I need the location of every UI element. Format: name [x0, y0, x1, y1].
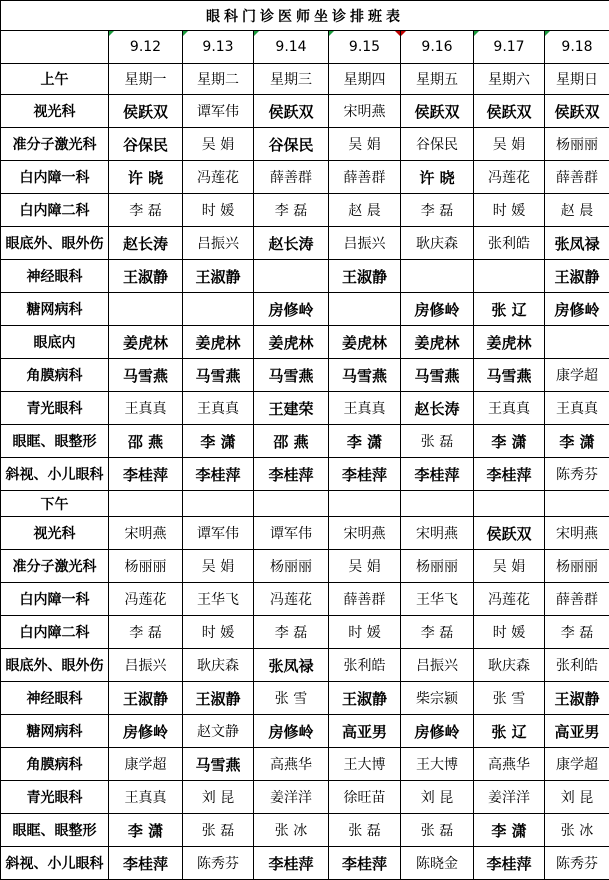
doctor-cell: [183, 293, 254, 326]
weekday-cell: 星期二: [183, 64, 254, 95]
doctor-cell: 王淑静: [329, 682, 401, 715]
doctor-cell: 高亚男: [329, 715, 401, 748]
department-name: 斜视、小儿眼科: [1, 458, 109, 491]
doctor-cell: 张 磊: [401, 814, 474, 847]
empty-cell: [183, 491, 254, 517]
date-corner-cell: [1, 31, 109, 64]
table-row: [1, 392, 609, 425]
doctor-cell: 李 磊: [401, 194, 474, 227]
doctor-cell: 王真真: [545, 392, 609, 425]
department-name: 神经眼科: [1, 682, 109, 715]
department-name: 糖网病科: [1, 293, 109, 326]
department-name: 视光科: [1, 95, 109, 128]
doctor-cell: 薛善群: [329, 161, 401, 194]
doctor-cell: 谷保民: [109, 128, 183, 161]
doctor-cell: 李桂萍: [254, 458, 329, 491]
department-name: 眼底外、眼外伤: [1, 227, 109, 260]
department-name: 准分子激光科: [1, 128, 109, 161]
doctor-cell: 李 磊: [254, 194, 329, 227]
afternoon-label: 下午: [1, 491, 109, 517]
department-name: 角膜病科: [1, 748, 109, 781]
table-row: [1, 649, 609, 682]
weekday-cell: 星期四: [329, 64, 401, 95]
doctor-cell: [109, 293, 183, 326]
doctor-cell: [254, 260, 329, 293]
doctor-cell: 王淑静: [109, 682, 183, 715]
doctor-cell: 姜洋洋: [254, 781, 329, 814]
empty-cell: [109, 491, 183, 517]
doctor-cell: 杨丽丽: [109, 550, 183, 583]
doctor-cell: 冯莲花: [474, 161, 545, 194]
doctor-cell: 李 磊: [254, 616, 329, 649]
doctor-cell: 李桂萍: [183, 458, 254, 491]
empty-cell: [254, 491, 329, 517]
department-name: 青光眼科: [1, 392, 109, 425]
table-row: [1, 359, 609, 392]
doctor-cell: 王淑静: [183, 260, 254, 293]
doctor-cell: 张利皓: [329, 649, 401, 682]
department-name: 角膜病科: [1, 359, 109, 392]
table-row: [1, 227, 609, 260]
date-cell: 9.18: [545, 31, 609, 64]
doctor-cell: 王淑静: [109, 260, 183, 293]
doctor-cell: 马雪燕: [183, 748, 254, 781]
table-row: [1, 128, 609, 161]
doctor-cell: 时 媛: [474, 616, 545, 649]
doctor-cell: 柴宗颍: [401, 682, 474, 715]
table-row: [1, 616, 609, 649]
date-row: [1, 31, 609, 64]
table-row: [1, 682, 609, 715]
table-row: [1, 715, 609, 748]
doctor-cell: 赵长涛: [401, 392, 474, 425]
doctor-cell: 宋明燕: [329, 95, 401, 128]
doctor-cell: 李 潇: [474, 425, 545, 458]
doctor-cell: 张 磊: [329, 814, 401, 847]
doctor-cell: 侯跃双: [254, 95, 329, 128]
doctor-cell: 赵长涛: [109, 227, 183, 260]
doctor-cell: 房修岭: [109, 715, 183, 748]
table-row: [1, 293, 609, 326]
doctor-cell: 房修岭: [254, 715, 329, 748]
doctor-cell: 王真真: [183, 392, 254, 425]
doctor-cell: 李 磊: [109, 616, 183, 649]
doctor-cell: 李桂萍: [474, 458, 545, 491]
doctor-cell: 吕振兴: [183, 227, 254, 260]
doctor-cell: 姜洋洋: [474, 781, 545, 814]
doctor-cell: 王华飞: [401, 583, 474, 616]
doctor-cell: 侯跃双: [474, 95, 545, 128]
doctor-cell: 冯莲花: [109, 583, 183, 616]
doctor-cell: 李 磊: [545, 616, 609, 649]
doctor-cell: 康学超: [545, 748, 609, 781]
doctor-cell: 李桂萍: [474, 847, 545, 880]
table-row: [1, 260, 609, 293]
department-name: 白内障二科: [1, 194, 109, 227]
doctor-cell: 赵长涛: [254, 227, 329, 260]
table-row: [1, 517, 609, 550]
doctor-cell: 邵 燕: [254, 425, 329, 458]
doctor-cell: 宋明燕: [401, 517, 474, 550]
morning-label: 上午: [1, 64, 109, 95]
doctor-cell: 侯跃双: [401, 95, 474, 128]
doctor-cell: 马雪燕: [329, 359, 401, 392]
doctor-cell: 王建荣: [254, 392, 329, 425]
department-name: 青光眼科: [1, 781, 109, 814]
department-name: 眼底外、眼外伤: [1, 649, 109, 682]
table-row: [1, 847, 609, 880]
doctor-cell: 宋明燕: [545, 517, 609, 550]
doctor-cell: 马雪燕: [474, 359, 545, 392]
doctor-cell: 李桂萍: [329, 458, 401, 491]
weekday-cell: 星期一: [109, 64, 183, 95]
doctor-cell: 李 潇: [183, 425, 254, 458]
department-name: 白内障一科: [1, 161, 109, 194]
doctor-cell: 房修岭: [401, 715, 474, 748]
doctor-cell: 王大博: [401, 748, 474, 781]
date-cell: 9.16: [401, 31, 474, 64]
doctor-cell: 吴 娟: [474, 550, 545, 583]
date-cell: 9.15: [329, 31, 401, 64]
afternoon-header-row: [1, 491, 609, 517]
doctor-cell: 马雪燕: [183, 359, 254, 392]
doctor-cell: 时 媛: [183, 194, 254, 227]
doctor-cell: 赵 晨: [545, 194, 609, 227]
doctor-cell: 王大博: [329, 748, 401, 781]
doctor-cell: 李桂萍: [401, 458, 474, 491]
empty-cell: [401, 491, 474, 517]
doctor-cell: 吴 娟: [183, 128, 254, 161]
doctor-cell: 谭军伟: [183, 95, 254, 128]
doctor-cell: 侯跃双: [109, 95, 183, 128]
doctor-cell: 薛善群: [545, 583, 609, 616]
doctor-cell: 李 磊: [109, 194, 183, 227]
doctor-cell: 陈晓金: [401, 847, 474, 880]
doctor-cell: 康学超: [109, 748, 183, 781]
doctor-cell: 陈秀芬: [545, 847, 609, 880]
doctor-cell: 张利皓: [474, 227, 545, 260]
doctor-cell: [401, 260, 474, 293]
doctor-cell: 薛善群: [329, 583, 401, 616]
doctor-cell: [474, 260, 545, 293]
doctor-cell: 马雪燕: [254, 359, 329, 392]
department-name: 眼底内: [1, 326, 109, 359]
doctor-cell: 陈秀芬: [183, 847, 254, 880]
department-name: 视光科: [1, 517, 109, 550]
table-row: [1, 161, 609, 194]
doctor-cell: 许 晓: [109, 161, 183, 194]
date-cell: 9.12: [109, 31, 183, 64]
weekday-cell: 星期五: [401, 64, 474, 95]
table-row: [1, 781, 609, 814]
doctor-cell: 宋明燕: [329, 517, 401, 550]
doctor-cell: 侯跃双: [545, 95, 609, 128]
doctor-cell: 邵 燕: [109, 425, 183, 458]
doctor-cell: 冯莲花: [254, 583, 329, 616]
doctor-cell: 姜虎林: [401, 326, 474, 359]
doctor-cell: 王真真: [474, 392, 545, 425]
doctor-cell: 杨丽丽: [401, 550, 474, 583]
department-name: 眼眶、眼整形: [1, 814, 109, 847]
doctor-cell: 王淑静: [183, 682, 254, 715]
doctor-cell: 张 雪: [474, 682, 545, 715]
doctor-cell: 吴 娟: [329, 550, 401, 583]
doctor-cell: 耿庆森: [183, 649, 254, 682]
doctor-cell: 张 磊: [401, 425, 474, 458]
doctor-cell: 吴 娟: [474, 128, 545, 161]
doctor-cell: 姜虎林: [329, 326, 401, 359]
doctor-cell: 张 辽: [474, 715, 545, 748]
doctor-cell: 房修岭: [254, 293, 329, 326]
department-name: 斜视、小儿眼科: [1, 847, 109, 880]
doctor-cell: 赵 晨: [329, 194, 401, 227]
doctor-cell: 李 潇: [474, 814, 545, 847]
weekday-cell: 星期六: [474, 64, 545, 95]
department-name: 白内障二科: [1, 616, 109, 649]
doctor-cell: 吕振兴: [329, 227, 401, 260]
date-cell: 9.17: [474, 31, 545, 64]
doctor-cell: 谷保民: [254, 128, 329, 161]
doctor-cell: 房修岭: [545, 293, 609, 326]
weekday-cell: 星期三: [254, 64, 329, 95]
doctor-cell: 吴 娟: [183, 550, 254, 583]
doctor-cell: 耿庆森: [474, 649, 545, 682]
doctor-cell: 吕振兴: [109, 649, 183, 682]
doctor-cell: 杨丽丽: [545, 550, 609, 583]
doctor-cell: 谷保民: [401, 128, 474, 161]
doctor-cell: 张利皓: [545, 649, 609, 682]
doctor-cell: 姜虎林: [183, 326, 254, 359]
doctor-cell: 侯跃双: [474, 517, 545, 550]
doctor-cell: 高燕华: [254, 748, 329, 781]
schedule-title: 眼科门诊医师坐诊排班表: [1, 1, 609, 31]
doctor-cell: 王淑静: [329, 260, 401, 293]
doctor-cell: 杨丽丽: [254, 550, 329, 583]
doctor-cell: 李桂萍: [329, 847, 401, 880]
doctor-cell: [329, 293, 401, 326]
doctor-cell: 薛善群: [254, 161, 329, 194]
doctor-cell: 王淑静: [545, 260, 609, 293]
doctor-cell: 时 媛: [329, 616, 401, 649]
table-row: [1, 425, 609, 458]
doctor-cell: 王真真: [109, 392, 183, 425]
doctor-cell: 张 雪: [254, 682, 329, 715]
doctor-cell: 张凤禄: [254, 649, 329, 682]
doctor-cell: 李 磊: [401, 616, 474, 649]
doctor-cell: 吕振兴: [401, 649, 474, 682]
doctor-cell: 李 潇: [109, 814, 183, 847]
department-name: 神经眼科: [1, 260, 109, 293]
doctor-cell: 宋明燕: [109, 517, 183, 550]
date-cell: 9.13: [183, 31, 254, 64]
weekday-cell: 星期日: [545, 64, 609, 95]
table-row: [1, 458, 609, 491]
doctor-cell: 耿庆森: [401, 227, 474, 260]
department-name: 糖网病科: [1, 715, 109, 748]
doctor-cell: 谭军伟: [183, 517, 254, 550]
schedule-body: [1, 1, 609, 880]
doctor-cell: 刘 昆: [545, 781, 609, 814]
doctor-cell: 时 媛: [474, 194, 545, 227]
table-row: [1, 814, 609, 847]
doctor-cell: 时 媛: [183, 616, 254, 649]
empty-cell: [474, 491, 545, 517]
table-row: [1, 748, 609, 781]
doctor-cell: 张 冰: [545, 814, 609, 847]
doctor-cell: 许 晓: [401, 161, 474, 194]
department-name: 白内障一科: [1, 583, 109, 616]
doctor-cell: 王华飞: [183, 583, 254, 616]
doctor-cell: 谭军伟: [254, 517, 329, 550]
doctor-cell: 高亚男: [545, 715, 609, 748]
doctor-cell: 刘 昆: [183, 781, 254, 814]
doctor-cell: 李桂萍: [109, 458, 183, 491]
doctor-cell: 高燕华: [474, 748, 545, 781]
doctor-cell: 姜虎林: [109, 326, 183, 359]
table-row: [1, 326, 609, 359]
doctor-cell: 冯莲花: [474, 583, 545, 616]
doctor-cell: 张 磊: [183, 814, 254, 847]
title-row: [1, 1, 609, 31]
doctor-cell: 冯莲花: [183, 161, 254, 194]
table-row: [1, 550, 609, 583]
department-name: 眼眶、眼整形: [1, 425, 109, 458]
doctor-cell: 赵文静: [183, 715, 254, 748]
doctor-cell: 李 潇: [545, 425, 609, 458]
doctor-cell: 吴 娟: [329, 128, 401, 161]
doctor-cell: 王真真: [109, 781, 183, 814]
table-row: [1, 194, 609, 227]
department-name: 准分子激光科: [1, 550, 109, 583]
doctor-cell: 李桂萍: [254, 847, 329, 880]
doctor-cell: 薛善群: [545, 161, 609, 194]
table-row: [1, 95, 609, 128]
doctor-cell: 王真真: [329, 392, 401, 425]
doctor-cell: 刘 昆: [401, 781, 474, 814]
empty-cell: [329, 491, 401, 517]
doctor-cell: 张 辽: [474, 293, 545, 326]
doctor-cell: 李桂萍: [109, 847, 183, 880]
doctor-cell: 张 冰: [254, 814, 329, 847]
empty-cell: [545, 491, 609, 517]
doctor-cell: 杨丽丽: [545, 128, 609, 161]
doctor-cell: [545, 326, 609, 359]
doctor-cell: 张凤禄: [545, 227, 609, 260]
doctor-cell: 姜虎林: [254, 326, 329, 359]
doctor-cell: 李 潇: [329, 425, 401, 458]
doctor-cell: 房修岭: [401, 293, 474, 326]
morning-header-row: [1, 64, 609, 95]
doctor-cell: 徐旺苗: [329, 781, 401, 814]
doctor-cell: 马雪燕: [109, 359, 183, 392]
doctor-cell: 马雪燕: [401, 359, 474, 392]
table-row: [1, 583, 609, 616]
doctor-cell: 王淑静: [545, 682, 609, 715]
doctor-cell: 陈秀芬: [545, 458, 609, 491]
doctor-cell: 康学超: [545, 359, 609, 392]
doctor-cell: 姜虎林: [474, 326, 545, 359]
date-cell: 9.14: [254, 31, 329, 64]
